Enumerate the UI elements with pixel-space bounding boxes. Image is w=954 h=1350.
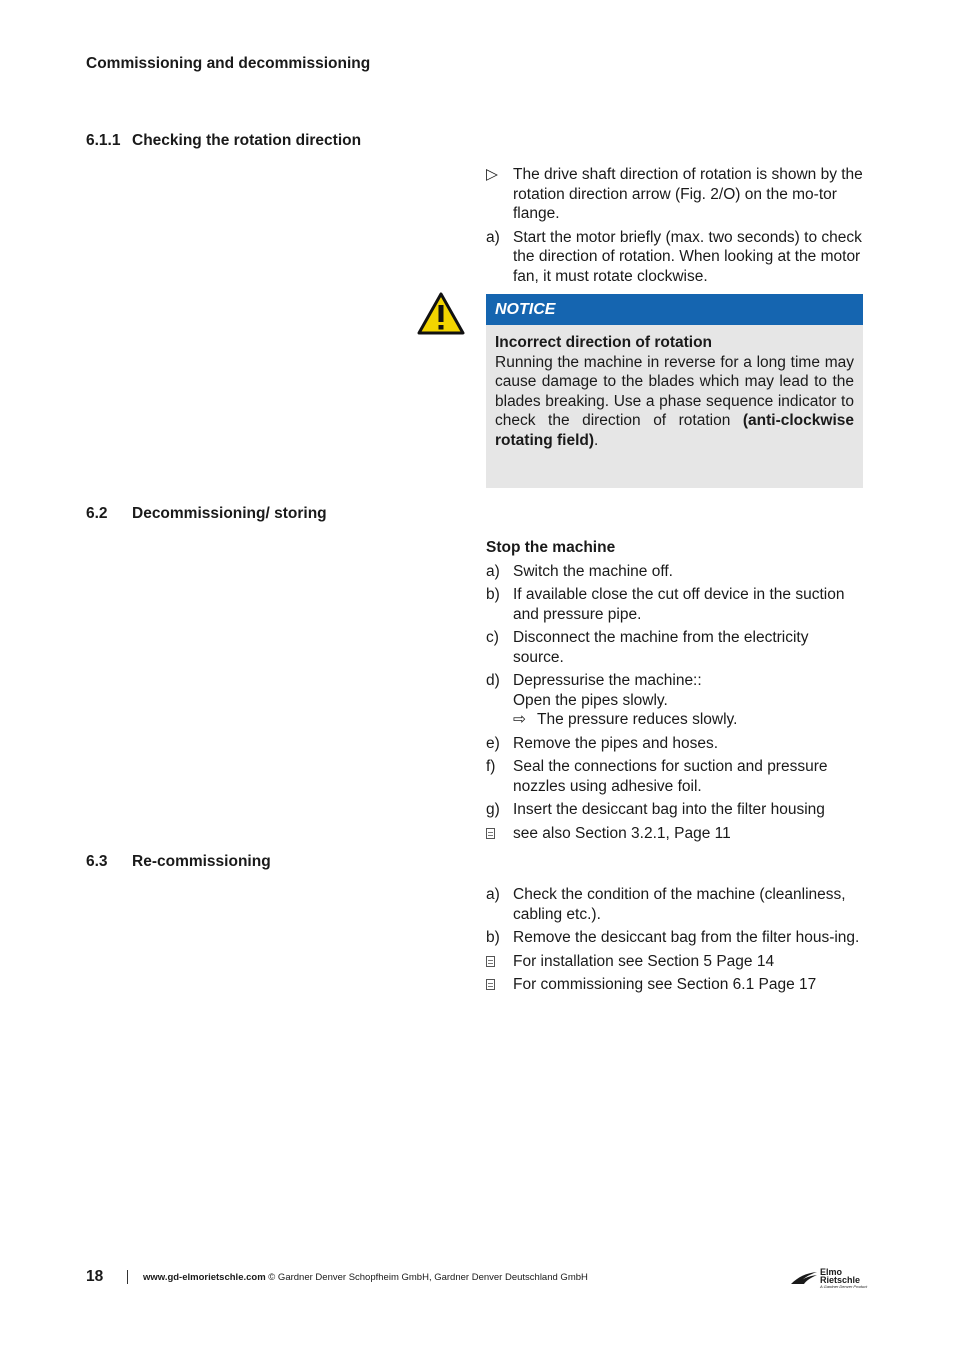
- notice-box: [486, 294, 863, 488]
- document-reference-icon: [486, 956, 495, 967]
- item-marker: a): [486, 562, 500, 580]
- item-text: Insert the desiccant bag into the filter housing: [513, 801, 825, 818]
- section-title: Decommissioning/ storing: [132, 505, 327, 522]
- logo-line-1: Elmo: [820, 1267, 843, 1277]
- list-item: [486, 952, 863, 972]
- document-reference-icon: [486, 828, 495, 839]
- notice-text-end: .: [594, 431, 599, 449]
- section-title: Re-commissioning: [132, 853, 271, 870]
- document-reference-icon: [486, 979, 495, 990]
- notice-text: Running the machine in reverse for a long time may cause damage to the blades which may lead to the blades breaking. Use a phase sequence indicator to check the direction of rotation: [495, 353, 854, 429]
- logo-line-2: Rietschle: [820, 1275, 861, 1285]
- section-heading-6-1-1: [86, 132, 361, 150]
- triangle-bullet-icon: ▷: [486, 166, 498, 183]
- page-number: 18: [86, 1268, 104, 1285]
- item-text-line2: Open the pipes slowly.: [513, 691, 668, 709]
- list-item: [486, 734, 863, 754]
- section-heading-6-3: [86, 853, 271, 871]
- section-6-3-list: [486, 885, 863, 999]
- item-marker: g): [486, 801, 500, 818]
- footer-divider: [127, 1270, 128, 1284]
- item-marker: a): [486, 228, 500, 246]
- list-item: [486, 885, 863, 924]
- warning-triangle-icon: [417, 292, 465, 335]
- section-heading-6-2: [86, 505, 327, 523]
- notice-title: Incorrect direction of rotation: [495, 334, 713, 351]
- item-text: Seal the connections for suction and pressure nozzles using adhesive foil.: [513, 758, 828, 795]
- chapter-title: Commissioning and decommissioning: [86, 55, 371, 72]
- item-text: see also Section 3.2.1, Page 11: [513, 824, 731, 842]
- notice-text-emphasis: (anti-clockwise rotating field): [495, 412, 854, 449]
- logo-tagline: A Gardner Denver Product: [820, 1284, 868, 1289]
- list-item: [486, 628, 863, 667]
- website-link[interactable]: www.gd-elmorietschle.com: [143, 1272, 266, 1283]
- arrow-right-icon: ⇨: [513, 711, 526, 728]
- item-text: Check the condition of the machine (cleanliness, cabling etc.).: [513, 886, 846, 923]
- footer-text: [143, 1272, 588, 1283]
- list-item: [486, 757, 863, 796]
- item-text: For installation see Section 5 Page 14: [513, 952, 775, 970]
- company-logo: [790, 1266, 866, 1290]
- item-text: For commissioning see Section 6.1 Page 17: [513, 976, 817, 993]
- logo-text: [820, 1268, 860, 1284]
- list-item: [486, 228, 863, 287]
- section-6-1-1-list: [486, 165, 863, 290]
- item-text: The drive shaft direction of rotation is shown by the rotation direction arrow (Fig. 2/O) on the mo-tor flange.: [513, 166, 863, 222]
- section-6-2-list: [486, 538, 863, 847]
- item-marker: a): [486, 886, 500, 903]
- item-marker: e): [486, 734, 500, 752]
- item-text: Disconnect the machine from the electricity source.: [513, 629, 809, 666]
- item-marker: d): [486, 672, 500, 689]
- item-text: Switch the machine off.: [513, 562, 673, 580]
- logo-swoosh-icon: [790, 1271, 818, 1285]
- section-title: Checking the rotation direction: [132, 132, 362, 149]
- result-line: [513, 710, 863, 730]
- notice-body: [486, 325, 863, 450]
- list-item: [486, 800, 863, 820]
- list-item: [486, 562, 863, 582]
- item-marker: b): [486, 929, 500, 946]
- list-item: [486, 585, 863, 624]
- list-item: [486, 824, 863, 844]
- section-number: 6.3: [86, 853, 108, 870]
- item-text: Remove the desiccant bag from the filter hous-ing.: [513, 929, 860, 946]
- item-text: Remove the pipes and hoses.: [513, 734, 719, 752]
- item-marker: f): [486, 758, 496, 775]
- list-item: [486, 928, 863, 948]
- subheading: Stop the machine: [486, 539, 616, 556]
- result-text: The pressure reduces slowly.: [537, 711, 738, 728]
- list-item: [486, 671, 863, 730]
- list-item: [486, 975, 863, 995]
- item-text: If available close the cut off device in the suction and pressure pipe.: [513, 586, 845, 623]
- copyright-text: © Gardner Denver Schopfheim GmbH, Gardner Denver Deutschland GmbH: [265, 1272, 588, 1283]
- list-item: [486, 165, 863, 224]
- item-text: Start the motor briefly (max. two seconds) to check the direction of rotation. When looking at the motor fan, it must rotate clockwise.: [513, 228, 862, 285]
- item-marker: c): [486, 629, 499, 646]
- notice-header: NOTICE: [486, 294, 863, 325]
- section-number: 6.1.1: [86, 132, 121, 149]
- item-marker: b): [486, 586, 500, 603]
- item-text: Depressurise the machine::: [513, 672, 702, 689]
- section-number: 6.2: [86, 505, 108, 522]
